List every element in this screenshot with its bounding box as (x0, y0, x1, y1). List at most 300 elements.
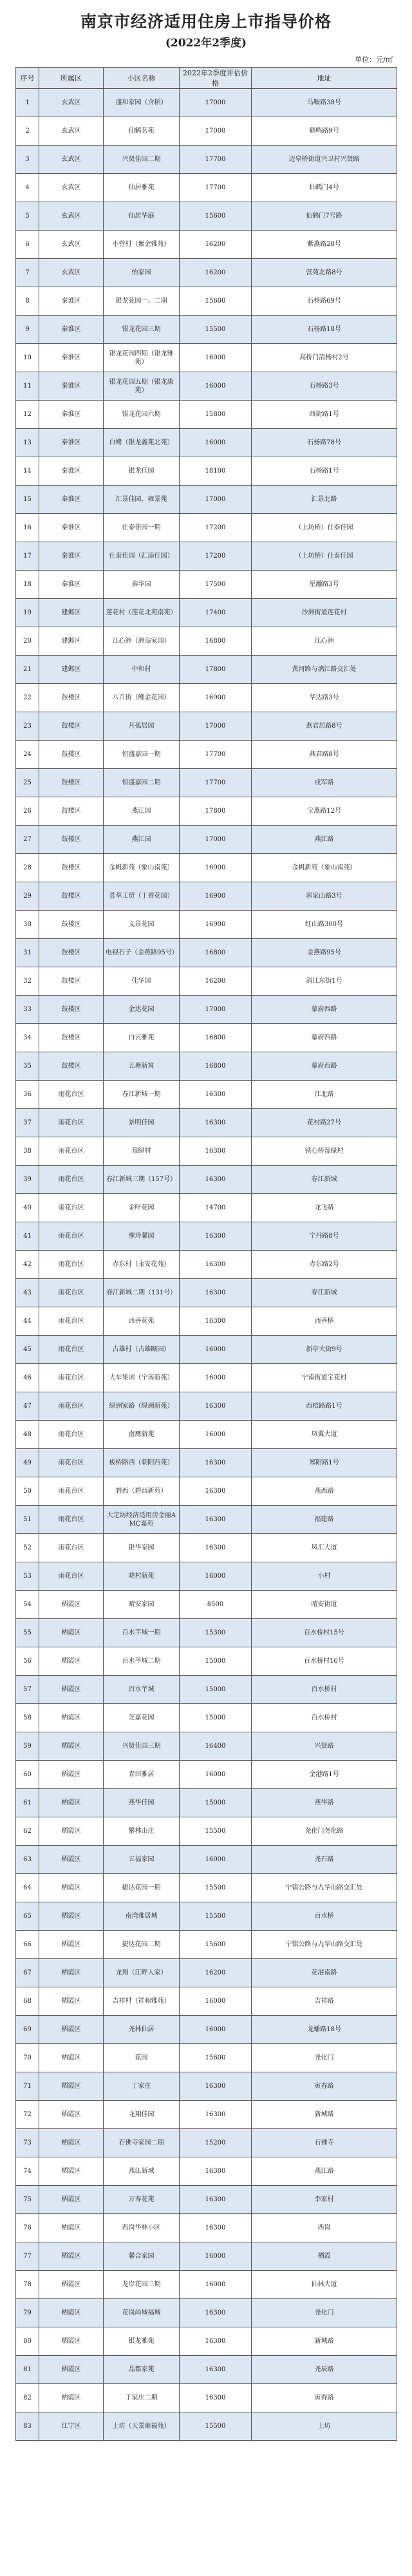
cell-address: 尧辰路 (252, 2356, 397, 2384)
cell-index: 78 (16, 2271, 39, 2299)
cell-district: 秦淮区 (39, 344, 104, 372)
cell-community: 银龙花园三期 (104, 316, 180, 344)
cell-index: 80 (16, 2327, 39, 2356)
cell-community: 燕华佳园 (104, 1789, 180, 1817)
cell-price: 17000 (180, 826, 252, 854)
cell-price: 17800 (180, 797, 252, 826)
cell-community: 银华家园 (104, 1534, 180, 1562)
cell-community: 仕泰佳园一期 (104, 514, 180, 542)
cell-index: 39 (16, 1166, 39, 1194)
cell-district: 江宁区 (39, 2412, 104, 2441)
cell-index: 74 (16, 2157, 39, 2186)
table-body (16, 89, 397, 2441)
cell-community: 古雄村（古雄颐园） (104, 1336, 180, 1364)
cell-address: 仙鹤门7号路 (252, 202, 397, 231)
cell-address: 沙洲街道莲花村 (252, 599, 397, 627)
cell-index: 75 (16, 2186, 39, 2214)
cell-index: 73 (16, 2129, 39, 2157)
cell-index: 46 (16, 1364, 39, 1392)
cell-index: 4 (16, 174, 39, 202)
cell-address: 晴安街道 (252, 1591, 397, 1619)
cell-address: 江心洲 (252, 627, 397, 656)
cell-index: 77 (16, 2242, 39, 2271)
cell-index: 35 (16, 1052, 39, 1081)
cell-address: 新城路 (252, 2327, 397, 2356)
cell-price: 16300 (180, 2072, 252, 2101)
cell-address: 石杨路78号 (252, 429, 397, 457)
cell-index: 32 (16, 967, 39, 996)
table-row (16, 2072, 397, 2101)
cell-address: 春江新城 (252, 1279, 397, 1307)
table-row (16, 117, 397, 146)
cell-district: 建邺区 (39, 656, 104, 684)
cell-district: 雨花台区 (39, 1534, 104, 1562)
table-row (16, 1959, 397, 1987)
cell-price: 17700 (180, 741, 252, 769)
cell-price: 15600 (180, 1931, 252, 1959)
cell-community: 百水芊城二期 (104, 1647, 180, 1676)
cell-index: 57 (16, 1676, 39, 1704)
table-row (16, 231, 397, 259)
cell-price: 17200 (180, 542, 252, 571)
cell-community: 西善花苑 (104, 1307, 180, 1336)
cell-community: 百水芊城一期 (104, 1619, 180, 1647)
cell-address: 西岗 (252, 2214, 397, 2242)
table-row (16, 89, 397, 117)
cell-community: 秦华园 (104, 571, 180, 599)
cell-community: 燕江园 (104, 826, 180, 854)
table-row (16, 429, 397, 457)
cell-district: 雨花台区 (39, 1279, 104, 1307)
cell-community: 景明佳园 (104, 1109, 180, 1137)
cell-district: 雨花台区 (39, 1364, 104, 1392)
cell-address: 迈皋桥街道兴卫村兴贤路 (252, 146, 397, 174)
cell-community: 银龙花园一、二期 (104, 287, 180, 316)
cell-community: 南湾雅居城 (104, 1902, 180, 1931)
cell-community: 捷达花园一期 (104, 1874, 180, 1902)
cell-district: 栖霞区 (39, 1704, 104, 1732)
cell-price: 17000 (180, 712, 252, 741)
cell-price: 15000 (180, 1704, 252, 1732)
cell-index: 11 (16, 372, 39, 401)
table-row (16, 457, 397, 486)
cell-community: 燕江新城 (104, 2157, 180, 2186)
cell-index: 69 (16, 2016, 39, 2044)
table-row (16, 1024, 397, 1052)
cell-address: 幕府西路 (252, 1024, 397, 1052)
cell-index: 31 (16, 939, 39, 967)
table-row (16, 1761, 397, 1789)
cell-district: 栖霞区 (39, 2072, 104, 2101)
cell-price: 16300 (180, 1137, 252, 1166)
cell-community: 银龙雅苑 (104, 2327, 180, 2356)
cell-index: 56 (16, 1647, 39, 1676)
cell-address: 百水桥村16号 (252, 1647, 397, 1676)
cell-community: 仙鹤茗苑 (104, 117, 180, 146)
cell-community: 白鹭（银龙鑫苑北苑） (104, 429, 180, 457)
cell-index: 41 (16, 1222, 39, 1251)
cell-district: 栖霞区 (39, 1732, 104, 1761)
table-row (16, 1619, 397, 1647)
cell-address: 仙林大道 (252, 2271, 397, 2299)
cell-price: 17000 (180, 486, 252, 514)
cell-price: 16300 (180, 2186, 252, 2214)
cell-district: 雨花台区 (39, 1477, 104, 1506)
cell-index: 36 (16, 1081, 39, 1109)
cell-price: 16300 (180, 1534, 252, 1562)
cell-price: 16000 (180, 344, 252, 372)
cell-address: 金帆新苑（象山南苑） (252, 854, 397, 882)
cell-price: 16800 (180, 1024, 252, 1052)
cell-address: 宁丹路8号 (252, 1222, 397, 1251)
cell-community: 燕江园 (104, 797, 180, 826)
table-row (16, 1364, 397, 1392)
cell-index: 26 (16, 797, 39, 826)
cell-price: 16300 (180, 1081, 252, 1109)
cell-district: 栖霞区 (39, 1591, 104, 1619)
cell-index: 2 (16, 117, 39, 146)
cell-index: 29 (16, 882, 39, 911)
table-row (16, 741, 397, 769)
cell-price: 16300 (180, 1477, 252, 1506)
cell-index: 45 (16, 1336, 39, 1364)
cell-community: 晓村新苑 (104, 1562, 180, 1591)
cell-community: 青田雅居 (104, 1761, 180, 1789)
cell-index: 47 (16, 1392, 39, 1421)
cell-community: 莓绿村 (104, 1137, 180, 1166)
cell-index: 61 (16, 1789, 39, 1817)
cell-address: 花港南路 (252, 1959, 397, 1987)
cell-district: 建邺区 (39, 627, 104, 656)
cell-district: 栖霞区 (39, 2271, 104, 2299)
cell-district: 雨花台区 (39, 1222, 104, 1251)
cell-price: 16300 (180, 1392, 252, 1421)
cell-address: 新城路 (252, 2101, 397, 2129)
cell-district: 栖霞区 (39, 1647, 104, 1676)
header-price: 2022年2季度评估价格 (180, 68, 252, 89)
cell-district: 玄武区 (39, 146, 104, 174)
cell-address: 福建路 (252, 1506, 397, 1534)
cell-district: 鼓楼区 (39, 967, 104, 996)
cell-index: 38 (16, 1137, 39, 1166)
cell-community: 五塘新寓 (104, 1052, 180, 1081)
cell-price: 16300 (180, 1307, 252, 1336)
cell-district: 雨花台区 (39, 1307, 104, 1336)
cell-index: 7 (16, 259, 39, 287)
cell-address: 尧石路 (252, 1846, 397, 1874)
table-row (16, 514, 397, 542)
table-row (16, 2327, 397, 2356)
cell-index: 28 (16, 854, 39, 882)
table-row (16, 316, 397, 344)
cell-index: 30 (16, 911, 39, 939)
cell-community: 碧西（碧西新苑） (104, 1477, 180, 1506)
cell-address: 赤东路2号 (252, 1251, 397, 1279)
table-row (16, 854, 397, 882)
cell-community: 龙翔佳园 (104, 2101, 180, 2129)
cell-address: 石杨路18号 (252, 316, 397, 344)
cell-price: 15600 (180, 2044, 252, 2072)
cell-community: 石佛寺家园二期 (104, 2129, 180, 2157)
table-row (16, 1392, 397, 1421)
cell-address: 西街路1号 (252, 401, 397, 429)
table-row (16, 599, 397, 627)
table-row (16, 1704, 397, 1732)
cell-district: 秦淮区 (39, 429, 104, 457)
table-row (16, 2016, 397, 2044)
cell-price: 16900 (180, 684, 252, 712)
cell-address: 幕府西路 (252, 996, 397, 1024)
cell-district: 雨花台区 (39, 1336, 104, 1364)
cell-address: 金燕路95号 (252, 939, 397, 967)
cell-district: 雨花台区 (39, 1392, 104, 1421)
cell-community: 兴贤佳园二期 (104, 146, 180, 174)
cell-address: 燕江路 (252, 826, 397, 854)
cell-district: 雨花台区 (39, 1421, 104, 1449)
cell-address: 星瀚路3号 (252, 571, 397, 599)
cell-district: 栖霞区 (39, 2299, 104, 2327)
cell-district: 鼓楼区 (39, 911, 104, 939)
cell-address: 石佛寺 (252, 2129, 397, 2157)
table-row (16, 1562, 397, 1591)
cell-community: 金达花园 (104, 996, 180, 1024)
cell-district: 栖霞区 (39, 2384, 104, 2412)
table-row (16, 1931, 397, 1959)
cell-price: 16200 (180, 967, 252, 996)
cell-community: 赤东村（永安花苑） (104, 1251, 180, 1279)
cell-price: 16900 (180, 854, 252, 882)
document (15, 10, 397, 2441)
cell-community: 丁家庄 (104, 2072, 180, 2101)
cell-community: 吉祥村（祥和雅苑） (104, 1987, 180, 2016)
cell-index: 72 (16, 2101, 39, 2129)
cell-community: 龙岸花园三期 (104, 2271, 180, 2299)
cell-district: 鼓楼区 (39, 1024, 104, 1052)
table-row (16, 684, 397, 712)
cell-district: 栖霞区 (39, 2129, 104, 2157)
cell-address: 宁镇公路与九华山路交汇处 (252, 1874, 397, 1902)
cell-price: 15000 (180, 1789, 252, 1817)
cell-district: 玄武区 (39, 259, 104, 287)
cell-district: 秦淮区 (39, 372, 104, 401)
cell-index: 54 (16, 1591, 39, 1619)
table-row (16, 1166, 397, 1194)
cell-district: 鼓楼区 (39, 769, 104, 797)
cell-index: 71 (16, 2072, 39, 2101)
cell-address: 幕府西路 (252, 1052, 397, 1081)
table-row (16, 1874, 397, 1902)
header-index: 序号 (16, 68, 39, 89)
cell-community: 银龙花园六期 (104, 401, 180, 429)
cell-address: 石杨路1号 (252, 457, 397, 486)
cell-district: 栖霞区 (39, 1959, 104, 1987)
cell-index: 64 (16, 1874, 39, 1902)
cell-address: 营苑北路8号 (252, 259, 397, 287)
cell-community: 银龙佳园 (104, 457, 180, 486)
cell-index: 44 (16, 1307, 39, 1336)
table-row (16, 1194, 397, 1222)
table-row (16, 2101, 397, 2129)
cell-district: 玄武区 (39, 231, 104, 259)
table-row (16, 1789, 397, 1817)
cell-community: 春江新城一期 (104, 1081, 180, 1109)
table-row (16, 2157, 397, 2186)
cell-community: 芝嘉花园 (104, 1704, 180, 1732)
cell-price: 16300 (180, 1279, 252, 1307)
cell-price: 15000 (180, 1676, 252, 1704)
cell-community: 丁家庄二期 (104, 2384, 180, 2412)
cell-price: 16000 (180, 429, 252, 457)
cell-district: 秦淮区 (39, 514, 104, 542)
cell-district: 雨花台区 (39, 1109, 104, 1137)
table-row (16, 2299, 397, 2327)
unit-note: 单位：元/㎡ (355, 55, 393, 64)
cell-district: 鼓楼区 (39, 826, 104, 854)
cell-district: 栖霞区 (39, 1846, 104, 1874)
cell-index: 59 (16, 1732, 39, 1761)
cell-price: 16000 (180, 2271, 252, 2299)
cell-address: 清江东街1号 (252, 967, 397, 996)
cell-index: 21 (16, 656, 39, 684)
table-row (16, 259, 397, 287)
table-row (16, 2044, 397, 2072)
cell-community: 银龙花园四期（银龙雅苑） (104, 344, 180, 372)
cell-price: 15500 (180, 1874, 252, 1902)
cell-community: 花岗尚城福城 (104, 2299, 180, 2327)
cell-address: 尧化门尧化路 (252, 1817, 397, 1846)
cell-community: 江心洲（洲岛家园） (104, 627, 180, 656)
cell-index: 20 (16, 627, 39, 656)
cell-community: 怡家园 (104, 259, 180, 287)
cell-community: 尧林仙居 (104, 2016, 180, 2044)
table-row (16, 202, 397, 231)
cell-district: 栖霞区 (39, 1676, 104, 1704)
table-row (16, 1732, 397, 1761)
cell-index: 34 (16, 1024, 39, 1052)
table-row (16, 486, 397, 514)
cell-address: 仙鹤门4号 (252, 174, 397, 202)
cell-price: 16900 (180, 911, 252, 939)
cell-community: 百水芊城 (104, 1676, 180, 1704)
cell-price: 17000 (180, 89, 252, 117)
cell-district: 栖霞区 (39, 1874, 104, 1902)
cell-price: 17200 (180, 514, 252, 542)
table-row (16, 372, 397, 401)
cell-price: 17700 (180, 769, 252, 797)
cell-price: 16000 (180, 372, 252, 401)
cell-index: 9 (16, 316, 39, 344)
cell-price: 15500 (180, 1817, 252, 1846)
cell-index: 50 (16, 1477, 39, 1506)
cell-index: 37 (16, 1109, 39, 1137)
cell-address: 凤汇大道 (252, 1534, 397, 1562)
table-row (16, 882, 397, 911)
cell-address: 百水桥村15号 (252, 1619, 397, 1647)
cell-district: 玄武区 (39, 117, 104, 146)
cell-price: 16800 (180, 627, 252, 656)
cell-index: 25 (16, 769, 39, 797)
table-row (16, 1222, 397, 1251)
cell-community: 仙居华庭 (104, 202, 180, 231)
cell-district: 栖霞区 (39, 1931, 104, 1959)
cell-address: 新亭大街9号 (252, 1336, 397, 1364)
cell-district: 秦淮区 (39, 287, 104, 316)
cell-district: 鼓楼区 (39, 1052, 104, 1081)
cell-price: 15600 (180, 287, 252, 316)
cell-community: 白云雅苑 (104, 1024, 180, 1052)
table-row (16, 1477, 397, 1506)
cell-index: 16 (16, 514, 39, 542)
cell-district: 鼓楼区 (39, 882, 104, 911)
table-row (16, 401, 397, 429)
cell-index: 76 (16, 2214, 39, 2242)
cell-community: 攀林山庄 (104, 1817, 180, 1846)
cell-address: 百水桥村 (252, 1704, 397, 1732)
cell-district: 秦淮区 (39, 486, 104, 514)
cell-address: 春江新城 (252, 1166, 397, 1194)
cell-index: 67 (16, 1959, 39, 1987)
table-row (16, 287, 397, 316)
cell-price: 16000 (180, 1761, 252, 1789)
cell-district: 栖霞区 (39, 1902, 104, 1931)
cell-district: 栖霞区 (39, 1817, 104, 1846)
cell-index: 42 (16, 1251, 39, 1279)
cell-price: 15500 (180, 2412, 252, 2441)
cell-address: 戍军路 (252, 769, 397, 797)
cell-address: 龙蟠路18号 (252, 2016, 397, 2044)
cell-price: 16200 (180, 231, 252, 259)
table-row (16, 1336, 397, 1364)
table-row (16, 2129, 397, 2157)
cell-price: 15000 (180, 1647, 252, 1676)
cell-community: 晶都家苑 (104, 2356, 180, 2384)
cell-district: 建邺区 (39, 599, 104, 627)
cell-community: 盛和家园（含稻） (104, 89, 180, 117)
cell-district: 玄武区 (39, 174, 104, 202)
cell-price: 16300 (180, 2299, 252, 2327)
cell-address: 吉祥路 (252, 1987, 397, 2016)
cell-community: 八百街（鲤金花园） (104, 684, 180, 712)
table-row (16, 2242, 397, 2271)
cell-address: 栖霞 (252, 2242, 397, 2271)
cell-district: 栖霞区 (39, 2157, 104, 2186)
cell-district: 秦淮区 (39, 316, 104, 344)
cell-price: 16400 (180, 1732, 252, 1761)
cell-district: 栖霞区 (39, 1761, 104, 1789)
cell-price: 16000 (180, 1987, 252, 2016)
table-row (16, 1251, 397, 1279)
cell-community: 晴安家园 (104, 1591, 180, 1619)
cell-community: 金帆新苑（象山南苑） (104, 854, 180, 882)
cell-address: 西善桥 (252, 1307, 397, 1336)
cell-address: 燕君路8号 (252, 741, 397, 769)
table-row (16, 2186, 397, 2214)
cell-community: 兴贤佳园三期 (104, 1732, 180, 1761)
cell-index: 60 (16, 1761, 39, 1789)
cell-index: 1 (16, 89, 39, 117)
table-row (16, 769, 397, 797)
table-row (16, 1421, 397, 1449)
cell-index: 6 (16, 231, 39, 259)
cell-price: 15500 (180, 316, 252, 344)
table-row (16, 1817, 397, 1846)
cell-index: 12 (16, 401, 39, 429)
cell-index: 24 (16, 741, 39, 769)
cell-district: 雨花台区 (39, 1562, 104, 1591)
table-row (16, 1676, 397, 1704)
cell-community: 上坊（天景雍福苑） (104, 2412, 180, 2441)
cell-price: 17000 (180, 117, 252, 146)
